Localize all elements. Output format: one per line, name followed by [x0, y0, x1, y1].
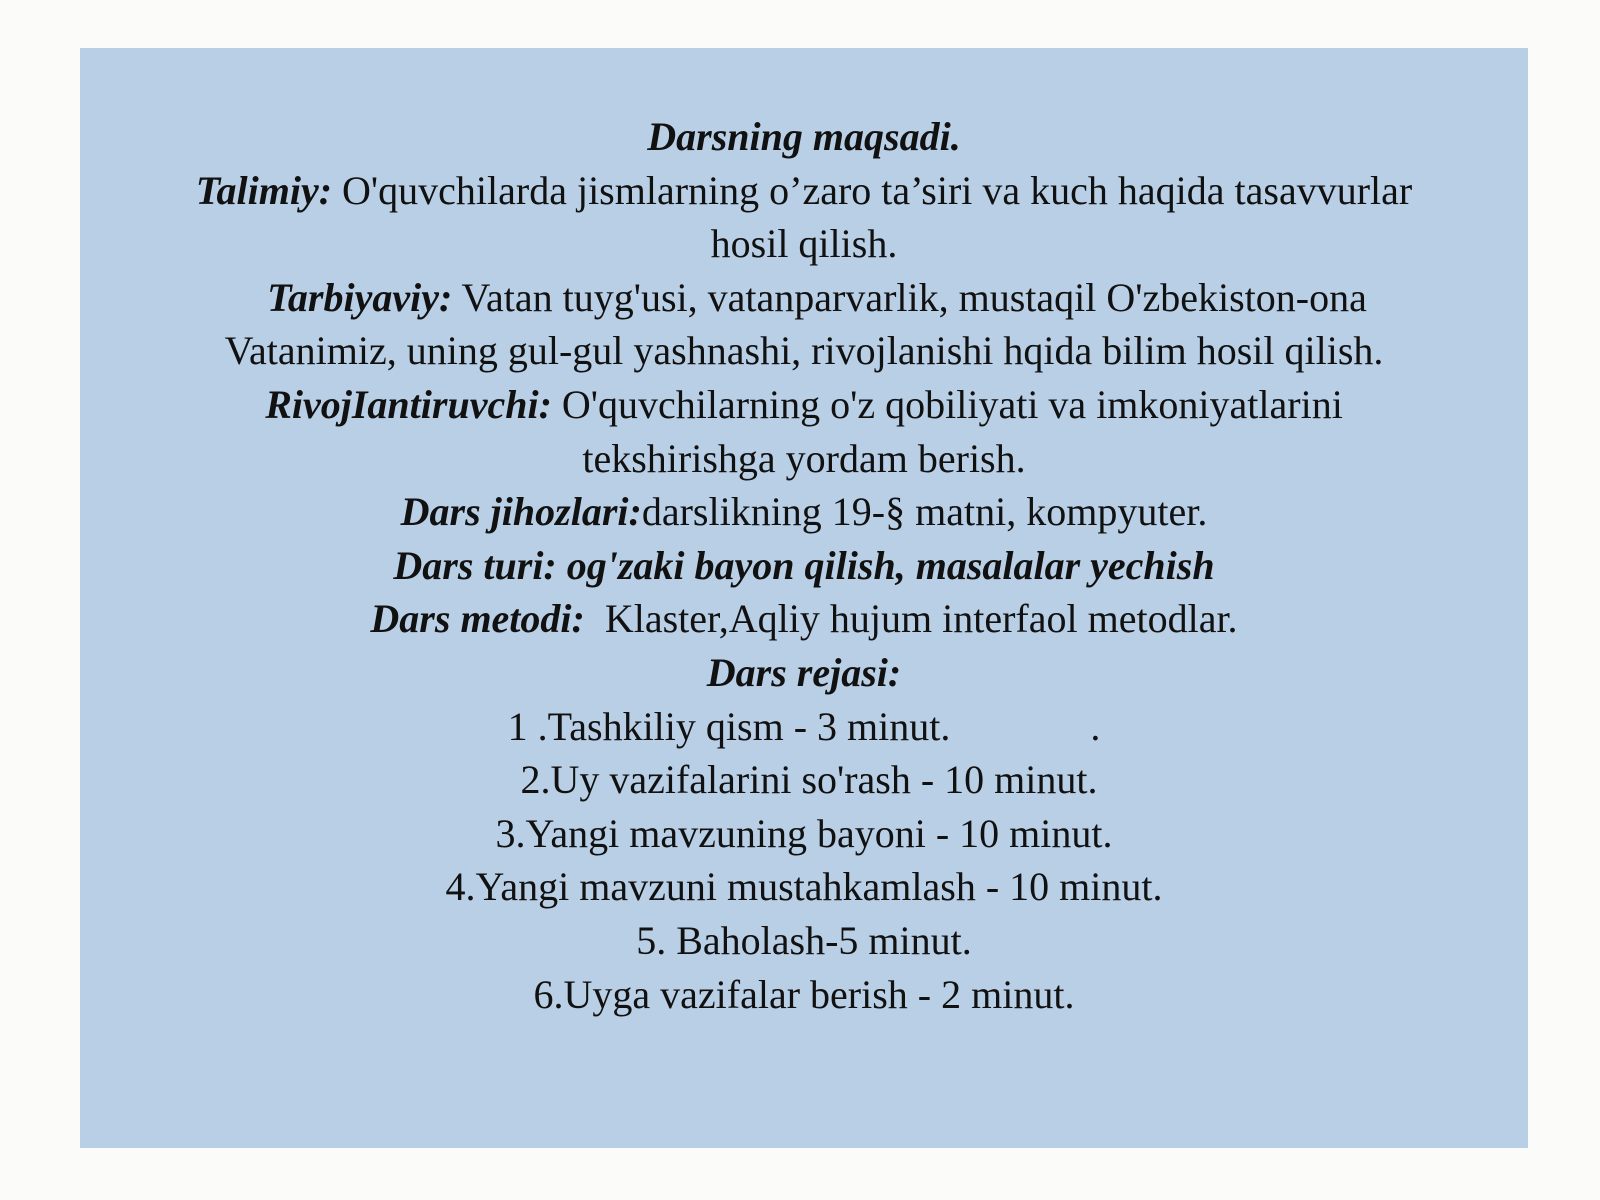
tarbiyaviy-line	[100, 271, 1508, 325]
reja-title-line	[100, 646, 1508, 700]
tarbiyaviy-text: Vatan tuyg'usi, vatanparvarlik, mustaqil O'zbekiston-ona	[452, 274, 1367, 320]
reja-title: Dars rejasi:	[706, 649, 902, 695]
tarbiyaviy-label: Tarbiyaviy:	[267, 274, 453, 320]
lesson-title: Darsning maqsadi.	[647, 114, 961, 159]
reja-item: 6.Uyga vazifalar berish - 2 minut.	[533, 971, 1075, 1017]
rivojlantiruvchi-text: O'quvchilarning o'z qobiliyati va imkoniyatlarini	[551, 381, 1343, 427]
rivojlantiruvchi-label: RivojIantiruvchi:	[265, 381, 552, 427]
rivojlantiruvchi-line-2	[100, 432, 1508, 486]
rivojlantiruvchi-line	[100, 378, 1508, 432]
reja-item: 1 .Tashkiliy qism - 3 minut. .	[507, 703, 1101, 749]
reja-item: 5. Baholash-5 minut.	[636, 917, 972, 963]
metodi-line	[100, 592, 1508, 646]
metodi-label: Dars metodi:	[370, 596, 585, 642]
tarbiyaviy-line-2	[100, 324, 1508, 378]
turi-label: Dars turi: og'zaki bayon qilish, masalalar yechish	[393, 542, 1215, 588]
tarbiyaviy-text-2: Vatanimiz, uning gul-gul yashnashi, rivojlanishi hqida bilim hosil qilish.	[224, 328, 1384, 374]
lesson-content	[100, 110, 1508, 1021]
talimiy-text: O'quvchilarda jismlarning o’zaro ta’siri va kuch haqida tasavvurlar	[332, 167, 1413, 213]
reja-item: 3.Yangi mavzuning bayoni - 10 minut.	[495, 810, 1113, 856]
jihozlar-text: darslikning 19-§ matni, kompyuter.	[641, 489, 1208, 535]
jihozlar-line	[100, 485, 1508, 539]
reja-item: 4.Yangi mavzuni mustahkamlash - 10 minut.	[445, 864, 1163, 910]
turi-line	[100, 539, 1508, 593]
rivojlantiruvchi-text-2: tekshirishga yordam berish.	[582, 435, 1026, 481]
talimiy-line	[100, 164, 1508, 218]
reja-item: 2.Uy vazifalarini so'rash - 10 minut.	[510, 757, 1098, 803]
metodi-text: Klaster,Aqliy hujum interfaol metodlar.	[584, 596, 1238, 642]
slide-panel	[80, 48, 1528, 1148]
talimiy-line-2	[100, 217, 1508, 271]
talimiy-text-2: hosil qilish.	[710, 221, 898, 267]
jihozlar-label: Dars jihozlari:	[400, 489, 642, 535]
lesson-title-line	[100, 110, 1508, 164]
talimiy-label: Talimiy:	[195, 167, 333, 213]
